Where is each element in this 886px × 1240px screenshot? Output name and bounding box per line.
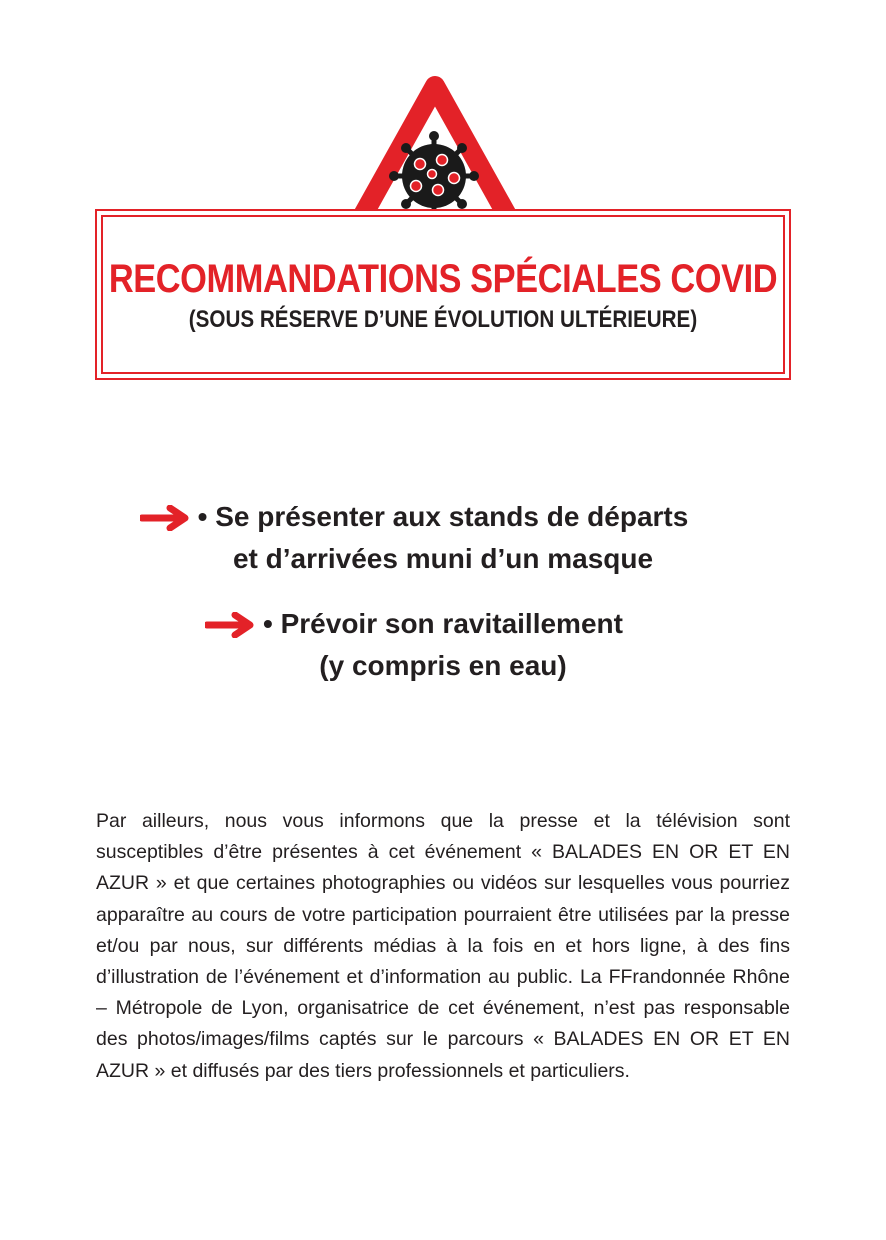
arrow-right-icon (140, 505, 190, 531)
page-title: RECOMMANDATIONS SPÉCIALES COVID (108, 257, 778, 301)
recommendation-line: • Se présenter aux stands de départs (197, 501, 689, 532)
recommendation-masque (0, 496, 886, 580)
recommendation-line: • Prévoir son ravitaillement (263, 608, 623, 639)
page-subtitle: (SOUS RÉSERVE D’UNE ÉVOLUTION ULTÉRIEURE) (188, 306, 698, 333)
recommendation-line: et d’arrivées muni d’un masque (232, 543, 654, 574)
arrow-right-icon (205, 612, 255, 638)
recommendation-line: (y compris en eau) (319, 650, 567, 681)
press-notice-paragraph: Par ailleurs, nous vous informons que la presse et la télévision sont susceptibles d’être présentes à cet événement « BALADES EN OR ET EN AZUR » et que certaines photographies ou vidéos sur lesquelles vous pourriez apparaître au cours de votre participation pourraient être utilisées par la presse et/ou par nous, sur différents médias à la fois en et hors ligne, à des fins d’illustration de l’événement et d’information au public. La FFrandonnée Rhône – Métropole de Lyon, organisatrice de cet événement, n’est pas responsable des photos/images/films captés sur le parcours « BALADES EN OR ET EN AZUR » et diffusés par des tiers professionnels et particuliers. (96, 810, 790, 1082)
recommendation-ravitaillement (0, 603, 886, 687)
